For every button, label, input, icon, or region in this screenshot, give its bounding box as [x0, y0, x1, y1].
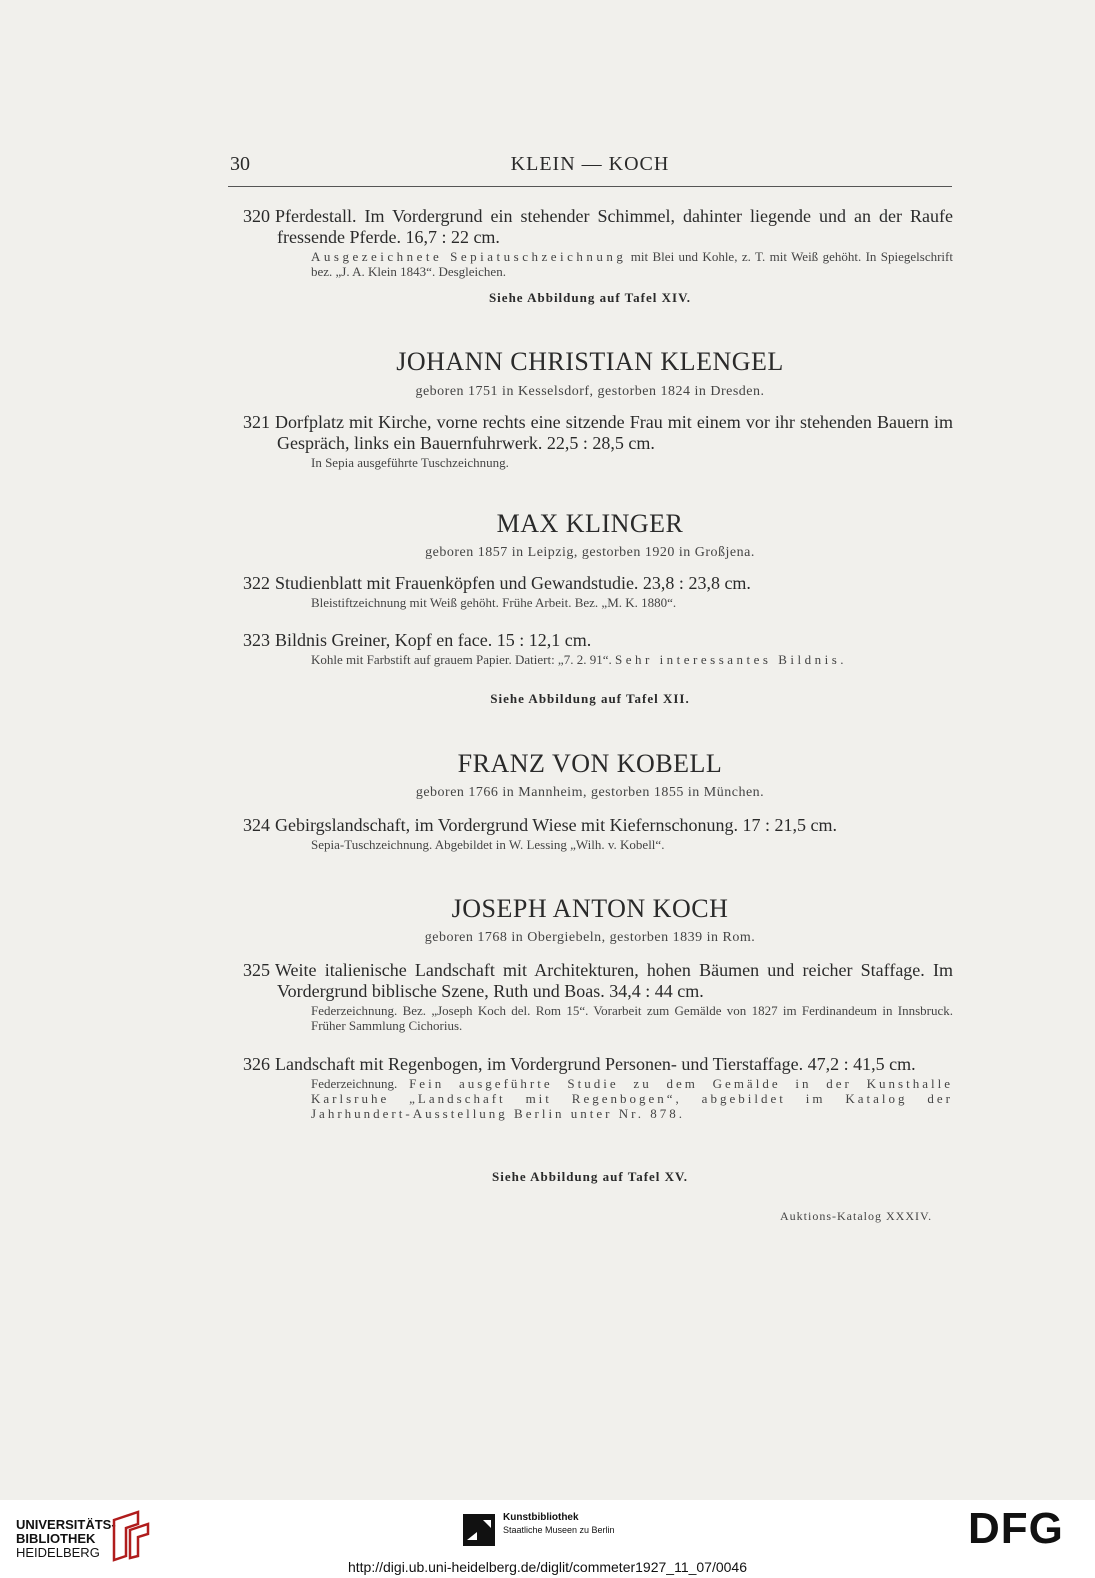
artist-bio: geboren 1766 in Mannheim, gestorben 1855 in München. — [415, 785, 765, 800]
entry-number: 323 — [243, 630, 270, 650]
artist-heading: JOHANN CHRISTIAN KLENGEL — [396, 347, 784, 376]
entry-note — [311, 1076, 953, 1121]
entry-title: Landschaft mit Regenbogen, im Vordergrund Personen- und Tierstaffage. 47,2 : 41,5 cm. — [275, 1054, 916, 1074]
kb-line-2: Staatliche Museen zu Berlin — [503, 1525, 615, 1535]
entry-note-spaced: Fein ausgeführte Studie zu dem Gemälde in der Kunsthalle Karlsruhe „Landschaft mit Regenbogen“, abgebildet im Katalog der Jahrhundert-Ausstellung Berlin unter Nr. 878. — [311, 1076, 953, 1121]
running-head: KLEIN — KOCH — [510, 153, 670, 175]
entry-note: Sepia-Tuschzeichnung. Abgebildet in W. Lessing „Wilh. v. Kobell“. — [311, 837, 665, 852]
ub-heidelberg-logo-icon — [108, 1510, 152, 1562]
entry-321 — [243, 412, 953, 470]
entry-number: 326 — [243, 1054, 270, 1074]
entry-326 — [243, 1054, 953, 1121]
ub-line-3: HEIDELBERG — [16, 1545, 100, 1560]
entry-320 — [243, 206, 953, 279]
entry-number: 320 — [243, 206, 270, 226]
ub-line-1: UNIVERSITÄTS- — [16, 1517, 116, 1532]
entry-title: Studienblatt mit Frauenköpfen und Gewandstudie. 23,8 : 23,8 cm. — [275, 573, 751, 593]
entry-note-text: mit Blei und Kohle, z. T. mit Weiß gehöht. In Spiegelschrift bez. „J. A. Klein 1843“. Desgleichen. — [311, 249, 953, 279]
entry-note — [311, 652, 953, 667]
artist-bio: geboren 1768 in Obergiebeln, gestorben 1839 in Rom. — [424, 930, 756, 945]
entry-number: 324 — [243, 815, 270, 835]
artist-heading: FRANZ VON KOBELL — [457, 749, 723, 778]
entry-322 — [243, 573, 953, 610]
dfg-logo: DFG — [968, 1504, 1064, 1553]
entry-note-text: Kohle mit Farbstift auf grauem Papier. Datiert: „7. 2. 91“. — [311, 652, 615, 667]
entry-note — [311, 249, 953, 279]
entry-number: 325 — [243, 960, 270, 980]
page-header — [228, 150, 952, 187]
page-number: 30 — [230, 153, 250, 175]
entry-note-spaced: Sehr interessantes Bildnis. — [614, 652, 848, 667]
kunstbibliothek-logo-icon — [463, 1514, 495, 1546]
entry-number: 321 — [243, 412, 270, 432]
tafel-reference: Siehe Abbildung auf Tafel XII. — [490, 691, 690, 706]
entry-title: Gebirgslandschaft, im Vordergrund Wiese mit Kiefernschonung. 17 : 21,5 cm. — [275, 815, 838, 835]
kunstbibliothek-logo-text — [503, 1511, 615, 1536]
entry-324 — [243, 815, 953, 852]
tafel-reference: Siehe Abbildung auf Tafel XIV. — [488, 290, 692, 305]
tafel-reference: Siehe Abbildung auf Tafel XV. — [491, 1169, 689, 1184]
entry-number: 322 — [243, 573, 270, 593]
kb-line-1: Kunstbibliothek — [503, 1512, 579, 1523]
ub-line-2: BIBLIOTHEK — [16, 1531, 96, 1546]
catalog-mark: Auktions-Katalog XXXIV. — [780, 1209, 933, 1223]
entry-note: In Sepia ausgeführte Tuschzeichnung. — [311, 455, 509, 470]
entry-title: Bildnis Greiner, Kopf en face. 15 : 12,1 cm. — [275, 630, 592, 650]
entry-title: Dorfplatz mit Kirche, vorne rechts eine sitzende Frau mit einem vor ihr stehenden Bauern im Gespräch, links ein Bauernfuhrwerk. 22,5 : 28,5 cm. — [275, 412, 953, 453]
ub-heidelberg-logo-text — [16, 1518, 116, 1560]
entry-325 — [243, 960, 953, 1033]
entry-note-spaced: Ausgezeichnete Sepiatuschzeichnung — [311, 249, 627, 264]
entry-note: Bleistiftzeichnung mit Weiß gehöht. Frühe Arbeit. Bez. „M. K. 1880“. — [311, 595, 677, 610]
artist-bio: geboren 1857 in Leipzig, gestorben 1920 in Großjena. — [425, 545, 755, 560]
entry-note-text: Federzeichnung. — [311, 1076, 410, 1091]
artist-heading: JOSEPH ANTON KOCH — [451, 894, 729, 923]
artist-bio: geboren 1751 in Kesselsdorf, gestorben 1824 in Dresden. — [415, 384, 765, 399]
entry-323 — [243, 630, 953, 667]
entry-title: Pferdestall. Im Vordergrund ein stehender Schimmel, dahinter liegende und an der Raufe fressende Pferde. 16,7 : 22 cm. — [275, 206, 953, 247]
entry-note: Federzeichnung. Bez. „Joseph Koch del. Rom 15“. Vorarbeit zum Gemälde von 1827 im Ferdinandeum in Innsbruck. Früher Sammlung Cichorius. — [311, 1003, 953, 1033]
artist-heading: MAX KLINGER — [496, 509, 684, 538]
permalink-url[interactable]: http://digi.ub.uni-heidelberg.de/diglit/commeter1927_11_07/0046 — [347, 1559, 748, 1575]
footer-bar — [0, 1500, 1095, 1578]
entry-title: Weite italienische Landschaft mit Architekturen, hohen Bäumen und reicher Staffage. Im Vordergrund biblische Szene, Ruth und Boas. 34,4 : 44 cm. — [275, 960, 953, 1001]
